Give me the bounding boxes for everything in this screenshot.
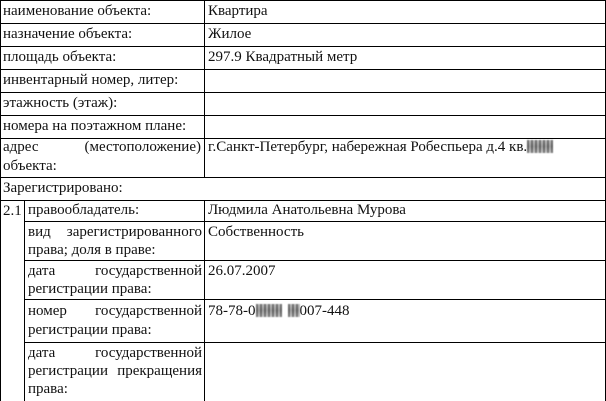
object-area-value: 297.9 Квадратный метр <box>208 49 358 65</box>
column-divider <box>0 0 1 401</box>
column-divider <box>204 200 205 401</box>
object-name-value: Квартира <box>208 3 268 19</box>
termination-label-line3: права: <box>28 381 68 397</box>
right-type-label-line1: вид зарегистрированного <box>28 224 202 240</box>
reg-number-label-line2: регистрации права: <box>28 322 152 338</box>
reg-number-label-line1: номер государственной <box>28 303 202 319</box>
reg-number-value <box>208 300 350 322</box>
reg-date-value: 26.07.2007 <box>208 263 276 279</box>
holder-label: правообладатель: <box>28 202 140 218</box>
redacted-apartment-number <box>527 140 553 153</box>
right-type-label-line2: права; доля в праве: <box>28 242 156 258</box>
right-type-value: Собственность <box>208 224 304 240</box>
address-text: г.Санкт-Петербург, набережная Робеспьера д.4 кв. <box>208 139 528 155</box>
object-area-label: площадь объекта: <box>3 49 117 65</box>
reg-number-start: 78-78-0 <box>208 303 256 319</box>
address-label-line1: адрес (местоположение) <box>3 139 201 155</box>
floor-plan-numbers-label: номера на поэтажном плане: <box>3 118 187 134</box>
registration-index: 2.1 <box>3 203 22 219</box>
termination-label-line1: дата государственной <box>28 345 202 361</box>
redacted-registration-digits <box>288 304 300 317</box>
holder-value: Людмила Анатольевна Мурова <box>208 202 406 218</box>
inventory-number-label: инвентарный номер, литер: <box>3 72 179 88</box>
reg-date-label-line1: дата государственной <box>28 263 202 279</box>
column-divider <box>204 0 205 177</box>
address-value <box>208 136 553 158</box>
object-purpose-label: назначение объекта: <box>3 26 133 42</box>
object-purpose-value: Жилое <box>208 26 252 42</box>
floors-label: этажность (этаж): <box>3 95 118 111</box>
reg-number-end: 007-448 <box>299 303 350 319</box>
registered-heading: Зарегистрировано: <box>3 180 123 196</box>
object-name-label: наименование объекта: <box>3 3 152 19</box>
column-divider <box>24 200 25 401</box>
reg-date-label-line2: регистрации права: <box>28 281 152 297</box>
termination-label-line2: регистрации прекращения <box>28 363 202 379</box>
address-label-line2: объекта: <box>3 158 57 174</box>
redacted-registration-digits <box>256 304 282 317</box>
